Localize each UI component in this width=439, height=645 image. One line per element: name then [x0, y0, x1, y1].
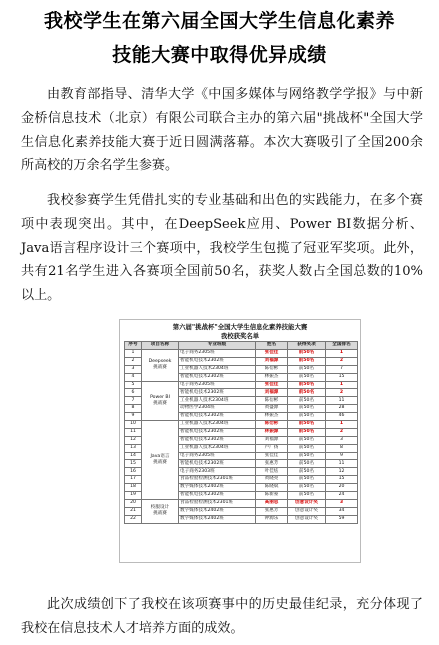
cell-class: 食品检验检测技术2301班 [179, 499, 256, 507]
cell-class: 电子商务2305班 [179, 452, 256, 460]
cell-name: 高丽思 [256, 499, 288, 507]
cell-name: 陈衍彬 [256, 365, 288, 373]
cell-class: 数字媒体技术2402班 [179, 507, 256, 515]
cell-name: 黄晓亮 [256, 476, 288, 484]
cell-award: 前50名 [288, 428, 326, 436]
award-table [124, 341, 358, 524]
cell-award: 前50名 [288, 413, 326, 421]
cell-rank: 7 [326, 365, 358, 373]
cell-no: 22 [125, 515, 142, 523]
header-name: 姓名 [256, 342, 288, 350]
cell-name: 张佳佳 [256, 452, 288, 460]
article-title-line2: 技能大赛中取得优异成绩 [112, 44, 327, 66]
cell-rank: 1 [326, 350, 358, 358]
cell-class: 工业机器人技术2304班 [179, 365, 256, 373]
cell-project: Deepseek 挑战赛 [142, 350, 179, 382]
cell-award: 前50名 [288, 350, 326, 358]
cell-name: 张佳佳 [256, 381, 288, 389]
cell-rank: 11 [326, 460, 358, 468]
table-row [125, 381, 358, 389]
cell-rank: 15 [326, 476, 358, 484]
cell-award: 前50名 [288, 373, 326, 381]
cell-name: 卢广扬 [256, 444, 288, 452]
cell-rank: 15 [326, 373, 358, 381]
paragraph-conclusion: 此次成绩创下了我校在该项赛事中的历史最佳纪录，充分体现了我校在信息技术人才培养方面的成效。 [21, 597, 423, 636]
cell-name: 陈新豪 [256, 492, 288, 500]
cell-name: 张惠芳 [256, 507, 288, 515]
cell-award: 前50名 [288, 444, 326, 452]
cell-award: 前50名 [288, 365, 326, 373]
cell-project: Java语言 挑战赛 [142, 421, 179, 500]
cell-class: 智能机电技术2302班 [179, 373, 256, 381]
paragraph-results: 我校参赛学生凭借扎实的专业基础和出色的实践能力，在多个赛项中表现突出。其中，在DeepSeek应用、Power BI数据分析、Java语言程序设计三个赛项中，我校学生包揽了冠亚军奖项。此外，共有21名学生进入各赛项全国前50名，获奖人数占全国总数的10%以上。 [21, 193, 423, 304]
award-table-header-row [125, 342, 358, 350]
header-no: 序号 [125, 342, 142, 350]
cell-name: 张惠芳 [256, 460, 288, 468]
cell-rank: 59 [326, 515, 358, 523]
cell-award: 前50名 [288, 357, 326, 365]
cell-name: 刘福源 [256, 436, 288, 444]
cell-class: 数字媒体技术2402班 [179, 515, 256, 523]
cell-award: 前50名 [288, 436, 326, 444]
cell-rank: 28 [326, 405, 358, 413]
cell-rank: 2 [326, 357, 358, 365]
cell-name: 叶佳炫 [256, 468, 288, 476]
cell-award: 前50名 [288, 389, 326, 397]
cell-no: 16 [125, 468, 142, 476]
cell-class: 工业机器人技术2304班 [179, 444, 256, 452]
cell-rank: 11 [326, 397, 358, 405]
cell-rank: 12 [326, 468, 358, 476]
cell-rank: 1 [326, 381, 358, 389]
cell-rank: 20 [326, 484, 358, 492]
cell-award: 前50名 [288, 484, 326, 492]
cell-award: 前50名 [288, 381, 326, 389]
cell-name: 钟源乐 [256, 515, 288, 523]
cell-no: 10 [125, 421, 142, 429]
cell-no: 14 [125, 452, 142, 460]
cell-project: Power BI 挑战赛 [142, 381, 179, 420]
cell-award: 创意设计奖 [288, 515, 326, 523]
cell-rank: 3 [326, 436, 358, 444]
cell-class: 智能机电技术2302班 [179, 357, 256, 365]
header-project: 项目名称 [142, 342, 179, 350]
header-award: 获得奖项 [288, 342, 326, 350]
cell-award: 前50名 [288, 397, 326, 405]
cell-class: 电子商务2305班 [179, 381, 256, 389]
cell-no: 21 [125, 507, 142, 515]
cell-class: 电子商务2303班 [179, 468, 256, 476]
cell-no: 8 [125, 405, 142, 413]
cell-no: 12 [125, 436, 142, 444]
cell-award: 前50名 [288, 476, 326, 484]
paragraph-intro: 由教育部指导、清华大学《中国多媒体与网络教学学报》与中新金桥信息技术（北京）有限公司联合主办的第六届"挑战杯"全国大学生信息化素养技能大赛于近日圆满落幕。本次大赛吸引了全国200余所高校的万余名学生参赛。 [21, 87, 423, 174]
cell-class: 智能机电技术2302班 [179, 413, 256, 421]
header-rank: 全国排名 [326, 342, 358, 350]
cell-class: 智能机电技术2302班 [179, 460, 256, 468]
cell-name: 张佳佳 [256, 350, 288, 358]
cell-award: 前50名 [288, 452, 326, 460]
cell-project: 校服设计 挑战赛 [142, 499, 179, 523]
cell-rank: 3 [326, 499, 358, 507]
cell-rank: 46 [326, 413, 358, 421]
cell-name: 刘福源 [256, 389, 288, 397]
cell-rank: 2 [326, 428, 358, 436]
award-table-title: 第六届"挑战杯"全国大学生信息化素养技能大赛 [172, 323, 308, 331]
table-row [125, 499, 358, 507]
cell-name: 林振源 [256, 428, 288, 436]
cell-rank: 1 [326, 421, 358, 429]
cell-award: 前50名 [288, 468, 326, 476]
cell-no: 19 [125, 492, 142, 500]
cell-class: 工业机器人技术2304班 [179, 397, 256, 405]
cell-name: 林振杰 [256, 373, 288, 381]
cell-no: 9 [125, 413, 142, 421]
cell-class: 食品检验检测技术2301班 [179, 476, 256, 484]
cell-no: 7 [125, 397, 142, 405]
cell-no: 6 [125, 389, 142, 397]
header-class: 专业班级 [179, 342, 256, 350]
table-row [125, 421, 358, 429]
cell-no: 17 [125, 476, 142, 484]
cell-no: 11 [125, 428, 142, 436]
cell-rank: 8 [326, 444, 358, 452]
cell-award: 前50名 [288, 421, 326, 429]
cell-award: 创意设计奖 [288, 499, 326, 507]
cell-award: 前50名 [288, 460, 326, 468]
cell-name: 黄盛源 [256, 405, 288, 413]
cell-name: 刘福源 [256, 357, 288, 365]
cell-class: 智能机电技术2302班 [179, 492, 256, 500]
cell-class: 工业机器人技术2304班 [179, 421, 256, 429]
cell-rank: 9 [326, 452, 358, 460]
cell-award: 创意设计奖 [288, 507, 326, 515]
cell-no: 13 [125, 444, 142, 452]
cell-name: 陈衍彬 [256, 421, 288, 429]
award-table-subtitle: 我校获奖名单 [220, 332, 260, 340]
table-row [125, 350, 358, 358]
cell-class: 智能机电技术2302班 [179, 389, 256, 397]
cell-no: 4 [125, 373, 142, 381]
cell-no: 5 [125, 381, 142, 389]
cell-name: 陈晓斌 [256, 484, 288, 492]
cell-class: 动物医学2304班 [179, 405, 256, 413]
cell-award: 前50名 [288, 492, 326, 500]
cell-rank: 34 [326, 507, 358, 515]
cell-no: 20 [125, 499, 142, 507]
cell-no: 3 [125, 365, 142, 373]
cell-rank: 2 [326, 389, 358, 397]
cell-award: 前50名 [288, 405, 326, 413]
cell-name: 林振杰 [256, 413, 288, 421]
cell-no: 2 [125, 357, 142, 365]
cell-class: 智能机电技术2302班 [179, 436, 256, 444]
cell-class: 智能机电技术2302班 [179, 428, 256, 436]
cell-no: 15 [125, 460, 142, 468]
cell-class: 数字媒体技术2402班 [179, 484, 256, 492]
cell-no: 1 [125, 350, 142, 358]
cell-name: 陈衍彬 [256, 397, 288, 405]
cell-class: 电子商务2305班 [179, 350, 256, 358]
cell-rank: 24 [326, 492, 358, 500]
cell-no: 18 [125, 484, 142, 492]
award-list-table-image [119, 319, 361, 563]
article-title-line1: 我校学生在第六届全国大学生信息化素养 [43, 10, 395, 32]
